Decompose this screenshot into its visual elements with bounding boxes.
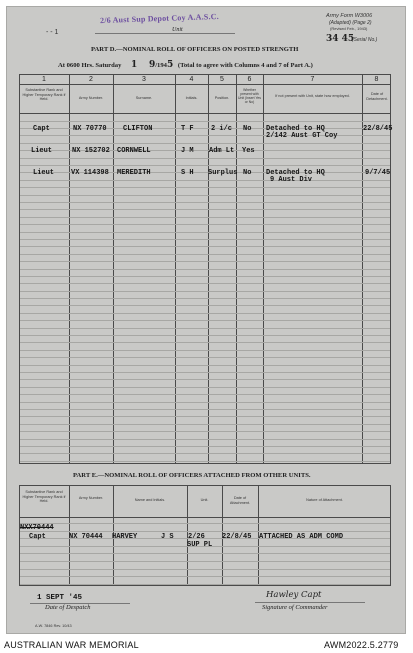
row-3-rank: Lieut xyxy=(33,169,55,177)
row-1-present: No xyxy=(243,125,252,133)
col-head-employed: If not present with Unit, state how employed. xyxy=(275,94,350,98)
e-row-1-name: HARVEY xyxy=(112,533,138,541)
e-row-1-rank: Capt xyxy=(29,533,46,541)
part-d-rule-line xyxy=(20,446,390,447)
part-e-rule-line xyxy=(20,576,390,577)
part-d-rule-line xyxy=(20,461,390,462)
part-d-rule-line xyxy=(20,224,390,225)
commander-signature: Hawley Capt xyxy=(266,590,322,600)
col-num-7: 7 xyxy=(310,76,315,83)
row-3-number: VX 114398 xyxy=(71,169,109,177)
part-d-rule-line xyxy=(20,335,390,336)
archive-caption-left: AUSTRALIAN WAR MEMORIAL xyxy=(4,640,139,650)
part-d-rule-line xyxy=(20,269,390,270)
part-d-rule-line xyxy=(20,298,390,299)
e-row-1-unit-2: SUP PL xyxy=(187,541,213,549)
part-d-rule-line xyxy=(20,283,390,284)
e-col-head-number: Army Number. xyxy=(78,496,104,500)
part-d-rule-line xyxy=(20,165,390,166)
at-suffix: (Total to agree with Columns 4 and 7 of Part A.) xyxy=(177,62,313,69)
part-d-rule-line xyxy=(20,313,390,314)
row-3-initials: S H xyxy=(181,169,194,177)
date-day: 1 xyxy=(131,60,138,70)
part-d-rule-line xyxy=(20,187,390,188)
corner-mark: - - 1 xyxy=(46,29,59,36)
part-d-rule-line xyxy=(20,239,390,240)
col-num-8: 8 xyxy=(374,76,379,83)
unit-stamp: 2/6 Aust Sup Depot Coy A.A.S.C. xyxy=(99,11,220,26)
part-d-rule-line xyxy=(20,342,390,343)
print-code: A.W. 7846 Rev. 10/43 xyxy=(35,624,72,628)
col-head-rank: Substantive Rank and Higher Temporary Rank if Held. xyxy=(22,88,66,102)
part-d-rule-line xyxy=(20,261,390,262)
row-3-surname: MEREDITH xyxy=(117,169,151,177)
part-d-rule-line xyxy=(20,232,390,233)
col-num-3: 3 xyxy=(142,76,146,83)
part-d-rule-line xyxy=(20,143,390,144)
e-row-1-nature: ATTACHED AS ADM COMD xyxy=(259,533,344,541)
row-1-date: 22/8/45 xyxy=(363,125,393,133)
e-row-1-struck: NXX70444 xyxy=(20,524,54,532)
part-e-rule-line xyxy=(20,523,390,524)
row-3-employed: Detached to HQ xyxy=(266,169,325,177)
part-e-rule-line xyxy=(20,553,390,554)
col-num-5: 5 xyxy=(220,76,224,83)
row-1-initials: T F xyxy=(181,125,194,133)
e-row-1-date: 22/8/45 xyxy=(222,533,252,541)
part-e-rule-line xyxy=(20,584,390,585)
part-d-rule-line xyxy=(20,409,390,410)
row-2-number: NX 152702 xyxy=(72,147,110,155)
at-prefix: At 0600 Hrs. Saturday xyxy=(58,62,122,69)
part-d-rule-line xyxy=(20,246,390,247)
part-d-rule-line xyxy=(20,158,390,159)
date-month: 9 xyxy=(148,60,156,70)
row-2-present: Yes xyxy=(242,147,255,155)
row-1-number: NX 70770 xyxy=(73,125,107,133)
col-num-6: 6 xyxy=(247,76,252,83)
form-line-2: (Adapted) (Page 2) xyxy=(329,20,372,26)
col-head-present: Whether present with Unit (Insert Yes or No) xyxy=(238,88,261,104)
part-d-rule-line xyxy=(20,209,390,210)
row-1-rank: Capt xyxy=(33,125,50,133)
row-1-position: 2 i/c xyxy=(211,125,233,133)
row-3-present: No xyxy=(243,169,252,177)
e-col-head-rank: Substantive Rank and Higher Temporary Rank if Held. xyxy=(22,490,66,504)
row-1-employed-2: 2/142 Aust GT Coy xyxy=(266,132,338,140)
row-2-rank: Lieut xyxy=(31,147,53,155)
part-d-rule-line xyxy=(20,217,390,218)
e-col-head-name: Name and Initials. xyxy=(134,498,166,502)
part-d-rule-line xyxy=(20,305,390,306)
part-d-rule-line xyxy=(20,402,390,403)
part-d-rule-line xyxy=(20,254,390,255)
despatch-label: Date of Despatch xyxy=(45,604,91,611)
row-3-date: 9/7/45 xyxy=(365,169,391,177)
part-d-rule-line xyxy=(20,372,390,373)
part-d-rule-line xyxy=(20,202,390,203)
part-e-title: PART E.—NOMINAL ROLL OF OFFICERS ATTACHED FROM OTHER UNITS. xyxy=(73,472,311,479)
part-d-title: PART D.—NOMINAL ROLL OF OFFICERS ON POSTED STRENGTH xyxy=(91,46,299,53)
e-col-head-unit: Unit. xyxy=(200,498,209,502)
serial-label: (Serial No.) xyxy=(352,37,378,43)
signature-label: Signature of Commander xyxy=(262,604,328,611)
part-d-rule-line xyxy=(20,379,390,380)
part-d-rule-line xyxy=(20,195,390,196)
part-d-rule-line xyxy=(20,416,390,417)
form-line-1: Army Form W3006 xyxy=(326,13,373,19)
date-year-digit: 5 xyxy=(166,60,174,70)
part-d-rule-line xyxy=(20,453,390,454)
despatch-date: 1 SEPT '45 xyxy=(37,594,83,602)
e-row-1-initials: J S xyxy=(161,533,174,541)
part-d-rule-line xyxy=(20,424,390,425)
archive-caption-right: AWM2022.5.2779 xyxy=(324,640,399,650)
part-d-rule-line xyxy=(20,387,390,388)
date-year-prefix: /194 xyxy=(155,62,167,69)
e-col-head-nature: Nature of Attachment. xyxy=(306,498,343,502)
part-d-rule-line xyxy=(20,350,390,351)
col-head-position: Position. xyxy=(214,96,230,100)
col-head-number: Army Number. xyxy=(78,96,104,100)
row-2-surname: CORNWELL xyxy=(117,147,151,155)
part-d-rule-line xyxy=(20,276,390,277)
part-d-rule-line xyxy=(20,121,390,122)
part-e-rule-line xyxy=(20,531,390,532)
row-3-position: Surplus xyxy=(208,169,238,177)
col-head-surname: Surname. xyxy=(135,96,153,100)
e-row-1-number: NX 70444 xyxy=(69,533,103,541)
part-d-rule-line xyxy=(20,291,390,292)
part-d-rule-line xyxy=(20,320,390,321)
row-1-surname: CLIFTON xyxy=(123,125,153,133)
col-num-2: 2 xyxy=(89,76,93,83)
col-num-1: 1 xyxy=(42,76,46,83)
part-e-rule-line xyxy=(20,569,390,570)
col-head-detach: Date of Detachment. xyxy=(366,92,388,101)
e-col-head-date: Date of Attachment. xyxy=(229,496,251,505)
part-e-rule-line xyxy=(20,561,390,562)
part-d-rule-line xyxy=(20,365,390,366)
unit-label: Unit xyxy=(172,27,183,33)
row-2-position: Adm Lt xyxy=(209,147,235,155)
row-2-initials: J M xyxy=(181,147,194,155)
serial-handwritten: 34 45 xyxy=(326,34,355,44)
row-3-employed-2: 9 Aust Div xyxy=(270,176,313,184)
part-d-rule-line xyxy=(20,431,390,432)
part-d-rule-line xyxy=(20,328,390,329)
part-d-rule-line xyxy=(20,439,390,440)
e-row-1-unit: 2/26 xyxy=(188,533,205,541)
part-d-rule-line xyxy=(20,357,390,358)
row-1-employed: Detached to HQ xyxy=(266,125,325,133)
form-line-3: (Revised Feb., 1943) xyxy=(330,26,368,31)
part-d-rule-line xyxy=(20,394,390,395)
part-d-rule-line xyxy=(20,180,390,181)
col-num-4: 4 xyxy=(189,76,194,83)
col-head-initials: Initials. xyxy=(185,96,198,100)
part-d-date-line xyxy=(58,60,313,70)
